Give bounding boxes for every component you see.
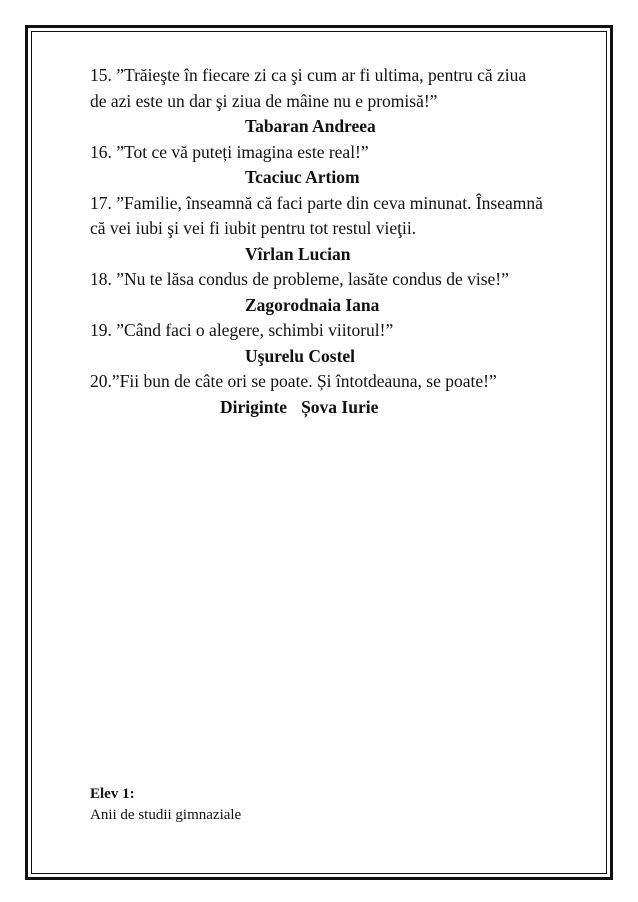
quotes-list [90, 63, 600, 420]
quote-text: de azi este un dar şi ziua de mâine nu e promisă!” [90, 90, 438, 111]
quote-author [90, 395, 600, 421]
quote-15 [90, 63, 600, 140]
quote-16 [90, 140, 600, 191]
quote-author: Vîrlan Lucian [245, 243, 351, 264]
quote-text: 15. ”Trăieşte în fiecare zi ca şi cum ar fi ultima, pentru că ziua [90, 65, 527, 85]
quote-text: că vei iubi şi vei fi iubit pentru tot restul vieţii. [90, 218, 417, 238]
quote-author: Tabaran Andreea [245, 116, 376, 136]
author-name: Șova Iurie [301, 396, 379, 417]
quote-author: Tcaciuc Artiom [245, 167, 360, 187]
quote-text: 19. ”Când faci o alegere, schimbi viitorul!” [90, 320, 394, 340]
footer-title: Elev 1: [90, 786, 135, 802]
quote-author: Uşurelu Costel [245, 345, 356, 366]
quote-text: 18. ”Nu te lăsa condus de probleme, lasăte condus de vise!” [90, 269, 509, 289]
quote-19 [90, 318, 600, 369]
quote-18 [90, 267, 600, 318]
quote-text: 20.”Fii bun de câte ori se poate. Și întotdeauna, se poate!” [90, 371, 497, 391]
quote-text: 16. ”Tot ce vă puteți imagina este real!” [90, 141, 369, 162]
quote-20 [90, 369, 600, 420]
page-footer [90, 784, 241, 826]
author-role: Diriginte [220, 396, 288, 417]
footer-subtitle: Anii de studii gimnaziale [90, 807, 242, 823]
quote-17 [90, 191, 600, 268]
quote-text: 17. ”Familie, înseamnă că faci parte din ceva minunat. Înseamnă [90, 192, 543, 213]
quote-author: Zagorodnaia Iana [245, 294, 380, 315]
